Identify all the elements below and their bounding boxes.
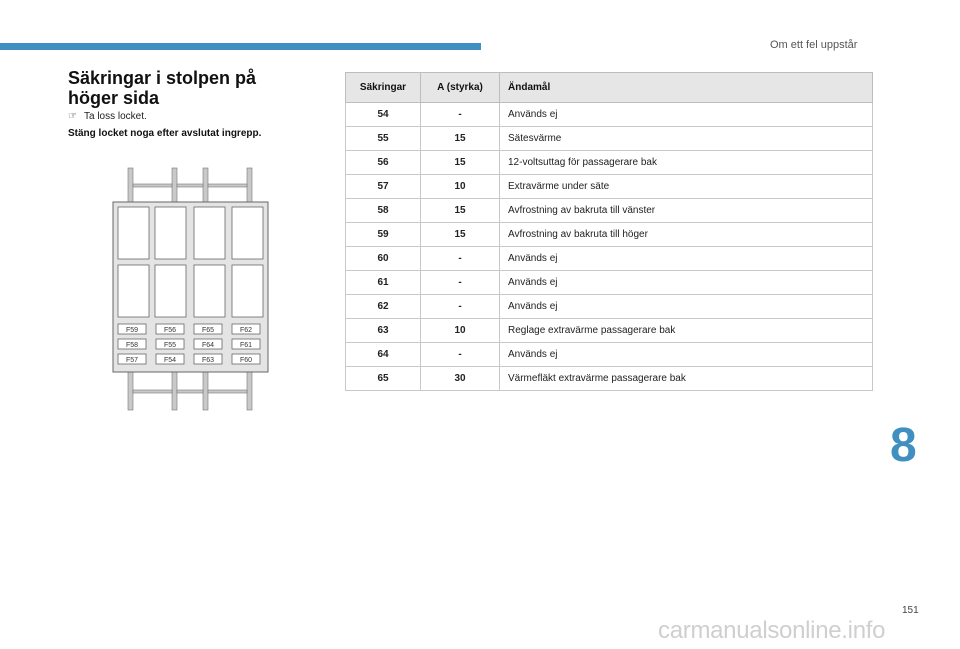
fuse-purpose: Används ej [500, 295, 873, 319]
fuse-label: F62 [239, 327, 253, 334]
table-row [346, 175, 873, 199]
table-row [346, 151, 873, 175]
fuse-amperage: 10 [421, 175, 500, 199]
heading-line-1: Säkringar i stolpen på [68, 68, 257, 88]
table-row [346, 319, 873, 343]
fuse-amperage: - [421, 247, 500, 271]
fuse-number: 63 [346, 319, 421, 343]
fuse-amperage: 15 [421, 199, 500, 223]
instruction-text: Ta loss locket. [84, 111, 147, 122]
table-row [346, 127, 873, 151]
fuse-purpose: Extravärme under säte [500, 175, 873, 199]
fuse-label: F63 [201, 357, 215, 364]
fuse-purpose: Avfrostning av bakruta till höger [500, 223, 873, 247]
fuse-label: F57 [125, 357, 139, 364]
pointing-finger-icon: ☞ [68, 111, 77, 122]
table-row [346, 367, 873, 391]
watermark: carmanualsonline.info [658, 617, 886, 644]
fuse-amperage: - [421, 295, 500, 319]
fuse-label: F55 [163, 342, 177, 349]
fuse-amperage: - [421, 103, 500, 127]
fuse-label: F65 [201, 327, 215, 334]
fuse-amperage: - [421, 271, 500, 295]
fuse-purpose: Används ej [500, 247, 873, 271]
fuse-label: F64 [201, 342, 215, 349]
fuse-label: F56 [163, 327, 177, 334]
table-header-row [346, 73, 873, 103]
fuse-amperage: 30 [421, 367, 500, 391]
fuse-purpose: Används ej [500, 343, 873, 367]
column-header-purpose: Ändamål [500, 73, 873, 103]
fuse-number: 54 [346, 103, 421, 127]
fuse-purpose: Används ej [500, 103, 873, 127]
fuse-label: F59 [125, 327, 139, 334]
fuse-number: 62 [346, 295, 421, 319]
page-number: 151 [902, 605, 919, 616]
fuse-table [345, 72, 873, 391]
fuse-amperage: 15 [421, 223, 500, 247]
column-header-fuse: Säkringar [346, 73, 421, 103]
fuse-number: 65 [346, 367, 421, 391]
fuse-amperage: 10 [421, 319, 500, 343]
fuse-number: 58 [346, 199, 421, 223]
table-row [346, 103, 873, 127]
fuse-number: 61 [346, 271, 421, 295]
fuse-number: 57 [346, 175, 421, 199]
table-row [346, 271, 873, 295]
table-row [346, 343, 873, 367]
fuse-purpose: Sätesvärme [500, 127, 873, 151]
fuse-purpose: Avfrostning av bakruta till vänster [500, 199, 873, 223]
table-row [346, 295, 873, 319]
fuse-purpose: Används ej [500, 271, 873, 295]
fuse-label: F61 [239, 342, 253, 349]
fuse-label: F54 [163, 357, 177, 364]
fuse-box-diagram [110, 166, 270, 412]
fuse-number: 59 [346, 223, 421, 247]
fuse-label: F60 [239, 357, 253, 364]
chapter-number: 8 [890, 419, 917, 472]
header-accent-bar [0, 43, 481, 50]
section-title: Om ett fel uppstår [770, 39, 858, 51]
fuse-label: F58 [125, 342, 139, 349]
fuse-purpose: Reglage extravärme passagerare bak [500, 319, 873, 343]
fuse-amperage: - [421, 343, 500, 367]
table-row [346, 199, 873, 223]
instruction-step [68, 111, 147, 122]
column-header-amperage: A (styrka) [421, 73, 500, 103]
fuse-number: 64 [346, 343, 421, 367]
fuse-purpose: 12-voltsuttag för passagerare bak [500, 151, 873, 175]
fuse-number: 55 [346, 127, 421, 151]
page-heading [68, 68, 256, 108]
fuse-number: 60 [346, 247, 421, 271]
table-row [346, 223, 873, 247]
table-row [346, 247, 873, 271]
fuse-amperage: 15 [421, 151, 500, 175]
fuse-number: 56 [346, 151, 421, 175]
fuse-purpose: Värmefläkt extravärme passagerare bak [500, 367, 873, 391]
fuse-amperage: 15 [421, 127, 500, 151]
heading-line-2: höger sida [68, 88, 160, 108]
instruction-note: Stäng locket noga efter avslutat ingrepp. [68, 128, 262, 139]
